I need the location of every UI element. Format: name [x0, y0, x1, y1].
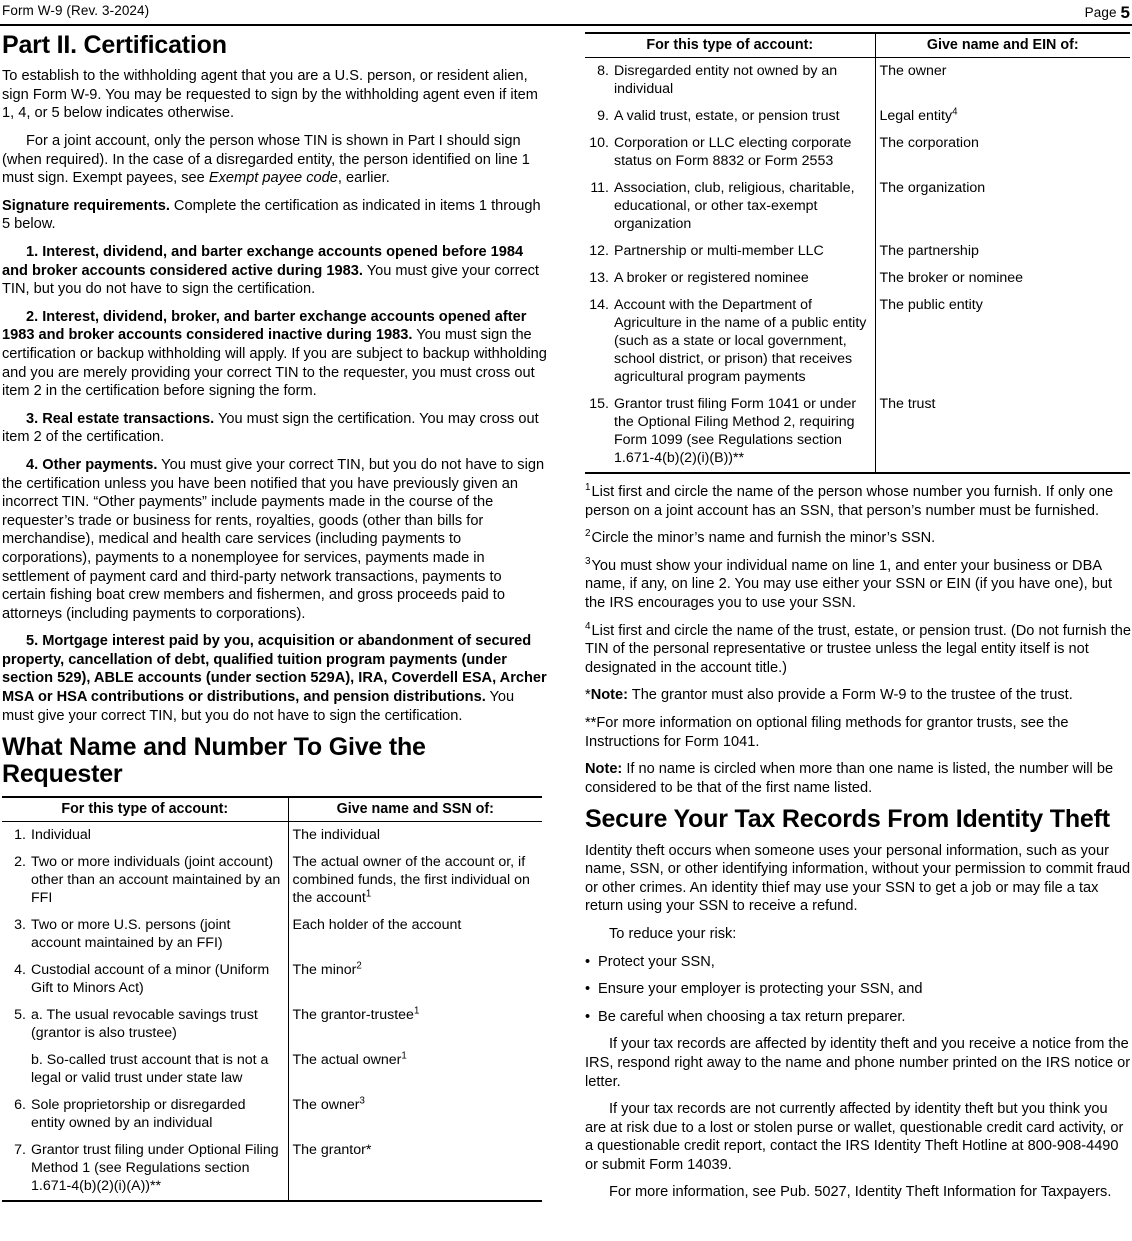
- what-name-and-number-heading: What Name and Number To Give the Requester: [2, 733, 426, 788]
- footnote-1: [585, 483, 1132, 520]
- item-5-text: You must give your correct TIN, but you do not have to sign the certification.: [2, 689, 515, 724]
- ein-table-col2-header: Give name and EIN of:: [875, 33, 1130, 58]
- give-name-cell: [288, 1092, 542, 1137]
- footnote-marker: 1: [401, 1050, 407, 1062]
- item-4-text: You must give your correct TIN, but you do not have to sign the certification unless you have been notified that you have previously given an incorrect TIN. “Other payments” include payments made in the course of the requester’s trade or business for rents, royalties, goods (other than bills for merchandise), medical and health care services (including payments to corporations), payments to a nonemployee for services, payments made in settlement of payment card and third-party network transactions, payments to certain fishing boat crew members and fishermen, and gross proceeds paid to attorneys (including payments to corporations).: [2, 456, 545, 622]
- star-note-marker: *: [585, 687, 591, 704]
- footnote-2-marker: 2: [585, 528, 591, 540]
- footnote-3: [585, 557, 1132, 613]
- row-number: 15.: [589, 396, 609, 412]
- account-type-text: Grantor trust filing Form 1041 or under the Optional Filing Method 2, requiring Form 1099 (see Regulations section 1.671-4(b)(2)(i)(B))**: [614, 396, 857, 466]
- account-type-cell: [2, 1092, 288, 1137]
- table-row: [585, 391, 1130, 473]
- row-number: 4.: [14, 961, 26, 978]
- table-row: [585, 238, 1130, 265]
- account-type-cell: [585, 130, 875, 175]
- footnote-1-marker: 1: [585, 482, 591, 494]
- row-number: 11.: [590, 180, 609, 196]
- account-type-text: Grantor trust filing under Optional Filing Method 1 (see Regulations section 1.671-4(b)(2)(i)(A))**: [31, 1141, 279, 1194]
- table-row: [2, 849, 542, 912]
- give-name-cell: [288, 912, 542, 957]
- item-3-title: 3. Real estate transactions.: [26, 410, 215, 427]
- table-row: [2, 1002, 542, 1047]
- give-name-cell: [875, 238, 1130, 265]
- table-row: [2, 957, 542, 1002]
- account-type-text: Two or more individuals (joint account) other than an account maintained by an FFI: [31, 853, 281, 906]
- give-name-cell: [875, 103, 1130, 130]
- ein-table-col1-header: For this type of account:: [585, 33, 875, 58]
- row-number: [6, 1051, 31, 1087]
- footnote-marker: 1: [413, 1005, 420, 1017]
- footnote-3-marker: 3: [585, 555, 591, 567]
- give-name-text: The partnership: [879, 243, 979, 259]
- give-name-cell: [288, 1047, 542, 1092]
- secure-tax-records-heading: Secure Your Tax Records From Identity Theft: [585, 805, 1110, 834]
- row-number: 8.: [597, 63, 609, 79]
- footnote-4-text: List first and circle the name of the trust, estate, or pension trust. (Do not furnish the TIN of the personal representative or trustee unless the legal entity itself is not designated in the account title.): [585, 622, 1131, 676]
- give-name-text: The public entity: [879, 297, 983, 313]
- table-row: [2, 821, 542, 849]
- item-5-title: 5. Mortgage interest paid by you, acquisition or abandonment of secured property, cancellation of debt, qualified tuition program payments (under section 529), ABLE accounts (under section 529A), IRA, Coverdell ESA, Archer MSA or HSA contributions or distributions, and pension distributions.: [2, 633, 547, 706]
- account-type-cell: [585, 175, 875, 238]
- row-number: 6.: [14, 1096, 26, 1113]
- table-row: [585, 130, 1130, 175]
- give-name-text: The actual owner of the account or, if combined funds, the first individual on the account: [292, 853, 530, 906]
- give-name-text: The individual: [292, 826, 381, 843]
- give-name-text: The owner: [292, 1096, 360, 1113]
- account-type-cell: [585, 103, 875, 130]
- give-name-text: The grantor*: [292, 1141, 372, 1158]
- row-number: 14.: [589, 297, 609, 313]
- part-ii-heading: Part II. Certification: [2, 31, 227, 59]
- give-name-text: The owner: [879, 63, 947, 79]
- table-row: [2, 1137, 542, 1201]
- account-type-text: A broker or registered nominee: [614, 270, 809, 286]
- row-number: 10.: [589, 135, 609, 151]
- give-name-text: The broker or nominee: [879, 270, 1024, 286]
- item-3-text: You must sign the certification. You may cross out item 2 of the certification.: [2, 410, 539, 446]
- give-name-text: Legal entity: [879, 108, 953, 124]
- account-type-cell: [2, 1047, 288, 1092]
- certification-item-4: [2, 456, 547, 623]
- give-name-cell: [288, 821, 542, 849]
- table-row: [2, 1047, 542, 1092]
- signature-requirements-text: Complete the certification as indicated in items 1 through 5 below.: [2, 197, 541, 233]
- table-row: [2, 912, 542, 957]
- table-row: [585, 58, 1130, 104]
- give-name-text: The organization: [879, 180, 986, 196]
- certification-item-5: [2, 632, 547, 725]
- certification-item-3: [2, 410, 547, 447]
- table-row: [585, 175, 1130, 238]
- footnote-marker: 3: [359, 1095, 365, 1107]
- account-type-text: Account with the Department of Agriculture in the name of a public entity (such as a state or local government, school district, or prison) that receives agricultural program payments: [614, 297, 867, 385]
- star-note-text: The grantor must also provide a Form W-9 to the trustee of the trust.: [627, 687, 1073, 704]
- at-risk-records-paragraph: If your tax records are not currently affected by identity theft but you think you are at risk due to a lost or stolen purse or wallet, questionable credit card activity, or a questionable credit report, contact the IRS Identity Theft Hotline at 800-908-4490 or submit Form 14039.: [585, 1101, 1124, 1173]
- item-1-text: You must give your correct TIN, but you do not have to sign the certification.: [2, 262, 539, 298]
- give-name-cell: [875, 265, 1130, 292]
- give-name-cell: [288, 1002, 542, 1047]
- account-type-cell: [2, 957, 288, 1002]
- certification-intro-paragraph: To establish to the withholding agent that you are a U.S. person, or resident alien, sign Form W-9. You may be requested to sign by the withholding agent even if item 1, 4, or 5 below indicates otherwise.: [2, 68, 538, 122]
- item-2-text: You must sign the certification or backup withholding will apply. If you are subject to backup withholding and you are merely providing your correct TIN to the requester, you must cross out item 2 in the certification before signing the form.: [2, 327, 547, 400]
- affected-records-paragraph: If your tax records are affected by identity theft and you receive a notice from the IRS, respond right away to the name and phone number printed on the IRS notice or letter.: [585, 1036, 1131, 1090]
- give-name-text: The corporation: [879, 135, 979, 151]
- ein-account-table: [585, 32, 1130, 474]
- row-number: 1.: [14, 826, 26, 843]
- row-number: 2.: [14, 853, 26, 870]
- ssn-table-col1-header: For this type of account:: [2, 797, 288, 822]
- account-type-text: a. The usual revocable savings trust (grantor is also trustee): [31, 1006, 258, 1041]
- signature-requirements-paragraph: [2, 197, 547, 234]
- account-type-text: b. So-called trust account that is not a legal or valid trust under state law: [31, 1051, 269, 1086]
- header-divider-rule: [0, 24, 1132, 26]
- account-type-cell: [585, 58, 875, 104]
- row-number: 9.: [597, 108, 609, 124]
- account-type-cell: [585, 265, 875, 292]
- footnote-marker: 4: [952, 106, 958, 118]
- footnote-4: [585, 622, 1132, 678]
- row-number: 3.: [14, 916, 26, 933]
- exempt-payee-code-reference: Exempt payee code: [208, 170, 338, 187]
- footnote-marker: 2: [356, 960, 362, 972]
- account-type-text: Association, club, religious, charitable, educational, or other tax-exempt organization: [614, 180, 855, 232]
- footnote-2-text: Circle the minor’s name and furnish the minor’s SSN.: [591, 530, 936, 547]
- form-identifier: Form W-9 (Rev. 3-2024): [2, 3, 150, 18]
- give-name-text: The actual owner: [292, 1051, 402, 1068]
- row-number: 12.: [589, 243, 609, 259]
- certification-item-2: [2, 308, 547, 401]
- give-name-cell: [288, 1137, 542, 1201]
- table-row: [585, 265, 1130, 292]
- give-name-cell: [875, 58, 1130, 104]
- account-type-text: Corporation or LLC electing corporate status on Form 8832 or Form 2553: [614, 135, 852, 169]
- account-type-cell: [2, 1137, 288, 1201]
- double-star-note: [585, 714, 1132, 751]
- table-header-row: [585, 33, 1130, 58]
- account-type-cell: [2, 912, 288, 957]
- list-item: • Ensure your employer is protecting your SSN, and: [585, 980, 1132, 999]
- ssn-table-body: [2, 821, 542, 1201]
- reduce-risk-bullet-list: [585, 953, 1132, 1027]
- left-column: [2, 32, 547, 1202]
- general-note-text: If no name is circled when more than one name is listed, the number will be considered to be that of the first name listed.: [585, 761, 1114, 796]
- give-name-cell: [875, 292, 1130, 391]
- row-number: 7.: [14, 1141, 26, 1158]
- row-number: 13.: [589, 270, 609, 286]
- footnote-1-text: List first and circle the name of the person whose number you furnish. If only one person on a joint account has an SSN, that person’s number must be furnished.: [585, 484, 1114, 519]
- account-type-cell: [585, 238, 875, 265]
- give-name-cell: [875, 130, 1130, 175]
- account-type-cell: [2, 849, 288, 912]
- general-note-label: Note:: [585, 761, 623, 778]
- star-note-label: Note:: [590, 687, 628, 704]
- list-item: • Protect your SSN,: [585, 953, 1132, 972]
- star-note: [585, 686, 1132, 705]
- footnote-3-text: You must show your individual name on line 1, and enter your business or DBA name, if any, on line 2. You may use either your SSN or EIN (if you have one), but the IRS encourages you to use your SSN.: [585, 557, 1113, 611]
- ein-table-body: [585, 58, 1130, 474]
- reduce-risk-lead-in: To reduce your risk:: [609, 925, 737, 942]
- joint-account-text-a: For a joint account, only the person whose TIN is shown in Part I should sign (when required). In the case of a disregarded entity, the person identified on line 1 must sign. Exempt payees, see: [2, 133, 530, 187]
- account-type-text: Partnership or multi-member LLC: [614, 243, 824, 259]
- double-star-note-marker: **: [585, 714, 597, 731]
- account-type-cell: [2, 821, 288, 849]
- page-word: Page: [1084, 5, 1117, 20]
- table-row: [585, 103, 1130, 130]
- give-name-cell: [288, 849, 542, 912]
- joint-account-paragraph: [2, 132, 547, 188]
- item-1-title: 1. Interest, dividend, and barter exchange accounts opened before 1984 and broker accounts considered active during 1983.: [2, 244, 524, 279]
- account-type-cell: [585, 391, 875, 473]
- give-name-cell: [875, 391, 1130, 473]
- give-name-cell: [875, 175, 1130, 238]
- page-number: 5: [1120, 3, 1130, 22]
- table-header-row: [2, 797, 542, 822]
- account-type-cell: [585, 292, 875, 391]
- table-row: [2, 1092, 542, 1137]
- footnote-2: [585, 529, 1132, 548]
- page-number-label: [1085, 3, 1130, 23]
- ssn-table-col2-header: Give name and SSN of:: [288, 797, 542, 822]
- give-name-text: The grantor-trustee: [292, 1006, 414, 1023]
- give-name-text: The trust: [879, 396, 936, 412]
- list-item: • Be careful when choosing a tax return preparer.: [585, 1008, 1132, 1027]
- give-name-text: Each holder of the account: [292, 916, 462, 933]
- footnote-marker: 1: [365, 888, 372, 900]
- right-column: [585, 32, 1132, 1202]
- give-name-text: The minor: [292, 961, 357, 978]
- account-type-text: Sole proprietorship or disregarded entity owned by an individual: [31, 1096, 246, 1131]
- account-type-text: Two or more U.S. persons (joint account maintained by an FFI): [31, 916, 231, 951]
- double-star-note-text: For more information on optional filing methods for grantor trusts, see the Instructions for Form 1041.: [585, 714, 1069, 750]
- account-type-text: A valid trust, estate, or pension trust: [614, 108, 840, 124]
- identity-theft-intro: Identity theft occurs when someone uses your personal information, such as your name, SSN, or other identifying information, without your permission to commit fraud or other crimes. An identity thief may use your SSN to get a job or may file a tax return using your SSN to receive a refund.: [585, 842, 1131, 915]
- row-number: 5.: [14, 1006, 26, 1023]
- footnote-4-marker: 4: [585, 620, 591, 632]
- table-row: [585, 292, 1130, 391]
- signature-requirements-label: Signature requirements.: [2, 197, 170, 214]
- ssn-account-table: [2, 796, 542, 1202]
- general-note: [585, 760, 1132, 797]
- more-information-paragraph: For more information, see Pub. 5027, Identity Theft Information for Taxpayers.: [609, 1184, 1112, 1201]
- account-type-cell: [2, 1002, 288, 1047]
- item-2-title: 2. Interest, dividend, broker, and barter exchange accounts opened after 1983 and broker accounts considered inactive during 1983.: [2, 308, 527, 344]
- account-type-text: Individual: [31, 826, 91, 843]
- joint-account-text-b: , earlier.: [337, 170, 390, 187]
- item-4-title: 4. Other payments.: [26, 456, 158, 473]
- certification-item-1: [2, 243, 547, 299]
- give-name-cell: [288, 957, 542, 1002]
- account-type-text: Custodial account of a minor (Uniform Gift to Minors Act): [31, 961, 270, 996]
- account-type-text: Disregarded entity not owned by an individual: [614, 63, 838, 97]
